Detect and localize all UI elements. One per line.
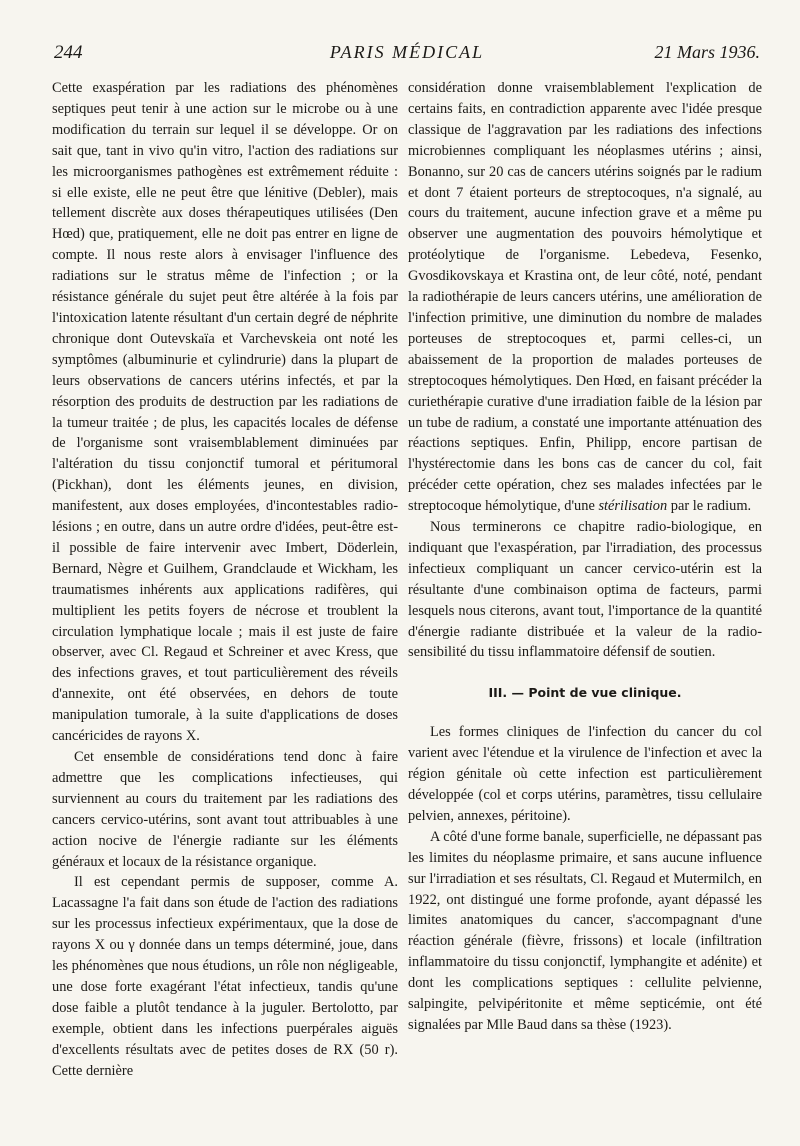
paragraph-text: par le radium. — [667, 498, 752, 515]
paragraph — [408, 78, 762, 517]
issue-date: 21 Mars 1936. — [654, 42, 760, 62]
paragraph: Cette exaspération par les radiations des phénomènes septiques peut tenir à une action sur le microbe ou à une modification du terrain sur lequel il se développe. Or on sait que, tant in vivo qu'in vitro, l'action des radiations sur les microorganismes pathogènes est extrêmement réduite : si elle existe, elle ne peut être que lénitive (Debler), mais tellement discrète aux doses thérapeutiques utilisées (Den Hœd) que, pratiquement, elle ne doit pas entrer en ligne de compte. Il nous reste alors à envisager l'influence des radiations sur le stratus même de l'infection ; or la résistance générale du sujet peut être altérée à la fois par l'intoxication latente résultant d'un certain degré de néphrite chronique dont Outevskaïa et Varchevskeia ont noté les symptômes (albuminurie et cylindrurie) dans la plupart de leurs observations de cancers utérins infectés, et par la résorption des produits de destruction par les radiations de la tumeur traitée ; de plus, les capacités locales de défense de l'organisme sont vraisemblablement diminuées par l'altération du tissu conjonctif tumoral et péritumoral (Pickhan), dont les éléments jeunes, en division, manifestent, aux doses employées, d'incontestables radio-lésions ; en outre, dans un autre ordre d'idées, peut-être est-il possible de faire intervenir avec Imbert, Döderlein, Bernard, Nègre et Guilhem, Grandclaude et Wickham, les traumatismes inhérents aux applications radifères, qui multiplient les petits foyers de nécrose et troublent la circulation lymphatique locale ; mais il est juste de faire observer, avec Cl. Regaud et Schreiner et avec Kress, que des infections graves, et tout particulièrement des réveils d'annexite, ont été observées, en dehors de toute manipulation tumorale, à la suite d'applications de doses cancéricides de rayons X. — [52, 80, 398, 745]
right-column — [408, 78, 762, 1036]
left-column — [52, 78, 398, 1082]
paragraph: Cet ensemble de considérations tend donc à faire admettre que les complications infectieuses, qui surviennent au cours du traitement par les radiations des cancers cervico-utérins, sont avant tout attribuables à une action nocive de l'énergie radiante sur les éléments généraux et locaux de la résistance organique. — [52, 749, 398, 870]
paragraph-text: considération donne vraisemblablement l'explication de certains faits, en contradiction apparente avec l'idée presque classique de l'aggravation par les radiations des infections microbiennes compliquant les néoplasmes utérins ; ainsi, Bonanno, sur 20 cas de cancers utérins soignés par le radium et dont 7 étaient porteurs de streptocoques, n'a signalé, au cours du traitement, aucune infection grave et a même pu observer une augmentation des pouvoirs hémolytique et protéolytique de l'organisme. Lebedeva, Fesenko, Gvosdikovskaya et Krastina ont, de leur côté, noté, pendant la radiothérapie de leurs cancers utérins, une amélioration de l'infection primitive, une diminution du nombre de malades porteuses de streptocoques et, parmi celles-ci, un abaissement de la proportion de malades porteuses de streptocoques hémolytiques. Den Hœd, en faisant précéder la curiethérapie curative d'une irradiation faible de la lésion par un tube de radium, a constaté une importante atténuation des réactions septiques. Enfin, Philipp, encore partisan de l'hystérectomie dans les bons cas de cancer du col, fait précéder cette opération, chez ses malades infectées par le streptocoque hémolytique, d'une — [408, 80, 762, 515]
paragraph: Les formes cliniques de l'infection du cancer du col varient avec l'étendue et la virulence de l'infection et avec la région génitale où cette infection est particulièrement développée (col et corps utérins, paramètres, tissu cellulaire pelvien, annexes, péritoine). — [408, 724, 762, 824]
section-heading: III. — Point de vue clinique. — [488, 685, 682, 701]
paragraph: A côté d'une forme banale, superficielle, ne dépassant pas les limites du néoplasme primaire, et sans aucune influence sur l'irradiation et ses résultats, Cl. Regaud et Mutermilch, en 1922, ont distingué une forme profonde, ayant dépassé les limites anatomiques du cancer, s'accompagnant d'une réaction générale (fièvre, frissons) et locale (infiltration inflammatoire du tissu conjonctif, lymphangite et adénite) et dont les complications septiques : cellulite pelvienne, salpingite, pelvipéritonite et même septicémie, ont été signalées par Mlle Baud dans sa thèse (1923). — [408, 828, 762, 1033]
page-number: 244 — [54, 42, 83, 63]
journal-title: PARIS MÉDICAL — [329, 42, 485, 62]
emphasis: stérilisation — [598, 498, 668, 515]
paragraph: Il est cependant permis de supposer, comme A. Lacassagne l'a fait dans son étude de l'action des radiations sur les processus infectieux expérimentaux, que la dose de rayons X ou γ donnée dans un temps déterminé, joue, dans les phénomènes que nous étudions, un rôle non négligeable, une dose forte exagérant l'état infectieux, tandis qu'une dose faible a plutôt tendance à la juguler. Bertolotto, par exemple, obtient dans les infections puerpérales aiguës d'excellents résultats avec de petites doses de RX (50 r). Cette dernière — [52, 874, 398, 1079]
page-header — [54, 42, 760, 68]
paragraph: Nous terminerons ce chapitre radio-biologique, en indiquant que l'exaspération, par l'irradiation, des processus infectieux compliquant un cancer cervico-utérin est la résultante d'une combinaison optima de facteurs, parmi lesquels nous citerons, avant tout, l'importance de la quantité d'énergie radiante distribuée et la valeur de la radio-sensibilité du tissu inflammatoire défensif de soutien. — [408, 519, 762, 661]
